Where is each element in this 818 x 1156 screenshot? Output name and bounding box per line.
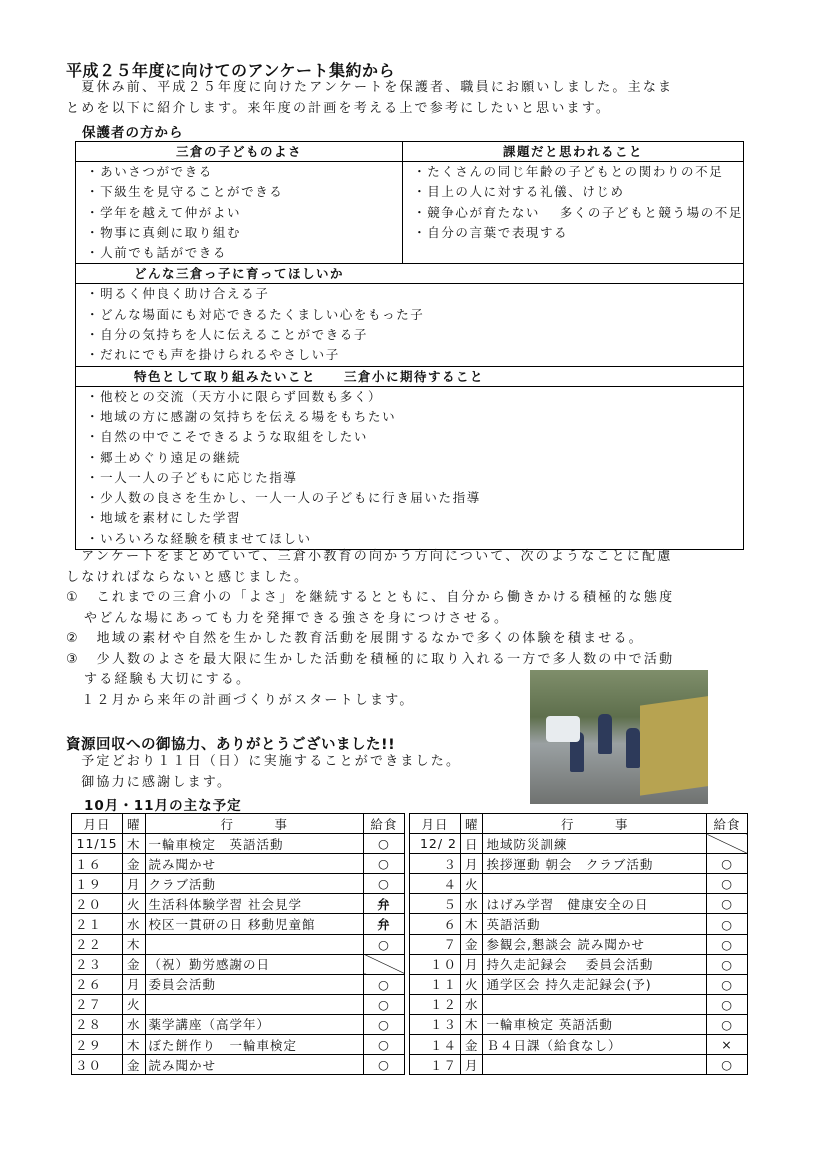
list-item: ・明るく仲良く助け合える子: [86, 286, 270, 302]
event-cell: ぼた餅作り 一輪車検定: [145, 1035, 364, 1055]
list-item: ・競争心が育たない 多くの子どもと競う場の不足: [413, 204, 743, 220]
date-cell: １０: [409, 954, 460, 974]
lunch-cell: ○: [707, 974, 748, 994]
date-cell: ２７: [72, 994, 123, 1014]
point-2: ② 地域の素材や自然を生かした教育活動を展開するなかで多くの体験を積ませる。: [66, 631, 644, 646]
event-cell: Ｂ４日課（給食なし）: [483, 1035, 707, 1055]
person-shape: [598, 714, 612, 754]
intro-text: [66, 78, 756, 119]
list-item: ・他校との交流（天方小に限らず回数も多く）: [86, 388, 383, 404]
event-cell: [483, 994, 707, 1014]
lunch-cell: ○: [707, 934, 748, 954]
dow-cell: 火: [123, 994, 145, 1014]
lunch-cell: ○: [364, 834, 405, 854]
lunch-cell: ○: [707, 1014, 748, 1034]
list-item: ・あいさつができる: [86, 164, 213, 179]
header-event: 行 事: [483, 814, 707, 834]
dow-cell: 木: [123, 934, 145, 954]
col1-header: 三倉の子どものよさ: [76, 142, 403, 162]
point-3-cont: する経験も大切にする。: [84, 672, 252, 687]
dow-cell: 水: [123, 1014, 145, 1034]
event-cell: 読み聞かせ: [145, 854, 364, 874]
header-date: 月日: [409, 814, 460, 834]
recycle-text: [66, 752, 536, 793]
event-cell: 持久走記録会 委員会活動: [483, 954, 707, 974]
schedule-row: [72, 854, 748, 874]
lunch-cell: ○: [707, 914, 748, 934]
lunch-cell: ○: [707, 954, 748, 974]
list-item: ・目上の人に対する礼儀、けじめ: [413, 184, 625, 200]
lunch-cell: [707, 834, 748, 854]
recycle-photo: [530, 670, 708, 804]
list-item: ・人前でも話ができる: [86, 245, 228, 261]
lunch-cell: ○: [364, 974, 405, 994]
dow-cell: 金: [123, 954, 145, 974]
intro-line: 夏休み前、平成２５年度に向けたアンケートを保護者、職員にお願いしました。主なま: [66, 80, 674, 95]
section3-header: 特色として取り組みたいこと 三倉小に期待すること: [76, 366, 744, 386]
dow-cell: 月: [123, 874, 145, 894]
dow-cell: 日: [461, 834, 483, 854]
truck-shape: [640, 694, 708, 795]
dow-cell: 木: [461, 914, 483, 934]
survey-table: [75, 141, 744, 550]
list-item: ・少人数の良さを生かし、一人一人の子どもに行き届いた指導: [86, 490, 481, 506]
lunch-cell: ○: [707, 854, 748, 874]
schedule-subtitle: 10月・11月の主な予定: [84, 798, 242, 814]
list-item: ・自分の言葉で表現する: [413, 224, 569, 240]
bag-shape: [546, 716, 580, 742]
event-cell: [145, 934, 364, 954]
date-cell: ５: [409, 894, 460, 914]
lunch-cell: ○: [707, 874, 748, 894]
person-shape: [626, 728, 640, 768]
summary-closing: １２月から来年の計画づくりがスタートします。: [66, 692, 415, 708]
recycle-line: 御協力に感謝します。: [66, 774, 233, 790]
schedule-row: [72, 934, 748, 954]
list-item: ・自然の中でこそできるような取組をしたい: [86, 429, 369, 445]
list-item: ・郷土めぐり遠足の継続: [86, 449, 242, 465]
dow-cell: 月: [123, 974, 145, 994]
schedule-row: [72, 914, 748, 934]
col1-list: [76, 162, 403, 264]
lunch-cell: 弁: [364, 914, 405, 934]
dow-cell: 金: [461, 934, 483, 954]
dow-cell: 月: [461, 954, 483, 974]
event-cell: [483, 874, 707, 894]
date-cell: 11/15: [72, 834, 123, 854]
event-cell: 校区一貫研の日 移動児童館: [145, 914, 364, 934]
event-cell: 通学区会 持久走記録会(予): [483, 974, 707, 994]
col2-header: 課題だと思われること: [403, 142, 744, 162]
list-item: ・物事に真剣に取り組む: [86, 224, 242, 240]
date-cell: １２: [409, 994, 460, 1014]
date-cell: ２２: [72, 934, 123, 954]
event-cell: 挨拶運動 朝会 クラブ活動: [483, 854, 707, 874]
schedule-row: [72, 1014, 748, 1034]
schedule-header-row: [72, 814, 748, 834]
page-title: 平成２５年度に向けてのアンケート集約から: [66, 61, 396, 80]
schedule-row: [72, 874, 748, 894]
header-event: 行 事: [145, 814, 364, 834]
list-item: ・一人一人の子どもに応じた指導: [86, 469, 298, 485]
section2-header: どんな三倉っ子に育ってほしいか: [76, 264, 744, 284]
list-item: ・下級生を見守ることができる: [86, 184, 284, 200]
recycle-title: 資源回収への御協力、ありがとうございました!!: [66, 737, 396, 753]
header-lunch: 給食: [364, 814, 405, 834]
lunch-cell: [364, 954, 405, 974]
date-cell: ２８: [72, 1014, 123, 1034]
date-cell: ７: [409, 934, 460, 954]
point-1-cont: やどんな場にあっても力を発揮できる強さを身につけさせる。: [84, 610, 510, 626]
date-cell: 12/ 2: [409, 834, 460, 854]
list-item: ・どんな場面にも対応できるたくましい心をもった子: [86, 306, 425, 322]
dow-cell: 金: [123, 1055, 145, 1075]
schedule-row: [72, 894, 748, 914]
event-cell: クラブ活動: [145, 874, 364, 894]
survey-subtitle: 保護者の方から: [82, 125, 184, 141]
event-cell: 参観会,懇談会 読み聞かせ: [483, 934, 707, 954]
dow-cell: 木: [123, 834, 145, 854]
event-cell: [145, 994, 364, 1014]
event-cell: 一輪車検定 英語活動: [483, 1014, 707, 1034]
list-item: ・いろいろな経験を積ませてほしい: [86, 530, 312, 546]
schedule-row: [72, 954, 748, 974]
lunch-cell: ○: [364, 1014, 405, 1034]
event-cell: 一輪車検定 英語活動: [145, 834, 364, 854]
lunch-cell: ×: [707, 1035, 748, 1055]
schedule-row: [72, 974, 748, 994]
date-cell: ４: [409, 874, 460, 894]
schedule-table: [71, 813, 748, 1075]
event-cell: 英語活動: [483, 914, 707, 934]
dow-cell: 水: [461, 894, 483, 914]
event-cell: 薬学講座（高学年）: [145, 1014, 364, 1034]
event-cell: [483, 1055, 707, 1075]
lunch-cell: ○: [364, 934, 405, 954]
list-item: ・地域を素材にした学習: [86, 510, 242, 526]
event-cell: 読み聞かせ: [145, 1055, 364, 1075]
dow-cell: 金: [461, 1035, 483, 1055]
date-cell: ３０: [72, 1055, 123, 1075]
date-cell: ６: [409, 914, 460, 934]
lunch-cell: ○: [707, 894, 748, 914]
lunch-cell: ○: [364, 854, 405, 874]
dow-cell: 火: [461, 874, 483, 894]
lunch-cell: ○: [364, 1035, 405, 1055]
date-cell: ２０: [72, 894, 123, 914]
lunch-cell: ○: [707, 994, 748, 1014]
event-cell: 委員会活動: [145, 974, 364, 994]
header-dow: 曜: [461, 814, 483, 834]
header-date: 月日: [72, 814, 123, 834]
list-item: ・だれにでも声を掛けられるやさしい子: [86, 347, 340, 363]
col2-list: [403, 162, 744, 264]
date-cell: １９: [72, 874, 123, 894]
section3-list: [76, 386, 744, 549]
event-cell: 地域防災訓練: [483, 834, 707, 854]
date-cell: ２３: [72, 954, 123, 974]
schedule-row: [72, 994, 748, 1014]
event-cell: はげみ学習 健康安全の日: [483, 894, 707, 914]
dow-cell: 火: [461, 974, 483, 994]
schedule-row: [72, 1055, 748, 1075]
lunch-cell: ○: [364, 1055, 405, 1075]
list-item: ・地域の方に感謝の気持ちを伝える場をもちたい: [86, 408, 397, 424]
date-cell: ２６: [72, 974, 123, 994]
dow-cell: 月: [461, 1055, 483, 1075]
date-cell: １７: [409, 1055, 460, 1075]
lunch-cell: 弁: [364, 894, 405, 914]
point-1: ① これまでの三倉小の「よさ」を継続するとともに、自分から働きかける積極的な態度: [66, 590, 675, 605]
dow-cell: 木: [123, 1035, 145, 1055]
lunch-cell: ○: [364, 874, 405, 894]
summary-line: アンケートをまとめていて、三倉小教育の向かう方向について、次のようなことに配慮: [66, 549, 673, 564]
dow-cell: 木: [461, 1014, 483, 1034]
dow-cell: 火: [123, 894, 145, 914]
date-cell: １３: [409, 1014, 460, 1034]
intro-line: とめを以下に紹介します。来年度の計画を考える上で参考にしたいと思います。: [66, 100, 612, 116]
date-cell: ２９: [72, 1035, 123, 1055]
list-item: ・学年を越えて仲がよい: [86, 204, 242, 220]
date-cell: ２１: [72, 914, 123, 934]
dow-cell: 月: [461, 854, 483, 874]
date-cell: １４: [409, 1035, 460, 1055]
header-dow: 曜: [123, 814, 145, 834]
lunch-cell: ○: [707, 1055, 748, 1075]
schedule-row: [72, 1035, 748, 1055]
date-cell: １６: [72, 854, 123, 874]
list-item: ・自分の気持ちを人に伝えることができる子: [86, 327, 369, 343]
dow-cell: 水: [461, 994, 483, 1014]
dow-cell: 水: [123, 914, 145, 934]
recycle-line: 予定どおり１１日（日）に実施することができました。: [66, 754, 462, 769]
lunch-cell: ○: [364, 994, 405, 1014]
date-cell: １１: [409, 974, 460, 994]
event-cell: （祝）勤労感謝の日: [145, 954, 364, 974]
event-cell: 生活科体験学習 社会見学: [145, 894, 364, 914]
schedule-row: [72, 834, 748, 854]
summary-line: しなければならないと感じました。: [66, 569, 310, 585]
section2-list: [76, 284, 744, 366]
point-3: ③ 少人数のよさを最大限に生かした活動を積極的に取り入れる一方で多人数の中で活動: [66, 651, 675, 667]
list-item: ・たくさんの同じ年齢の子どもとの関わりの不足: [413, 164, 724, 179]
date-cell: ３: [409, 854, 460, 874]
dow-cell: 金: [123, 854, 145, 874]
header-lunch: 給食: [707, 814, 748, 834]
